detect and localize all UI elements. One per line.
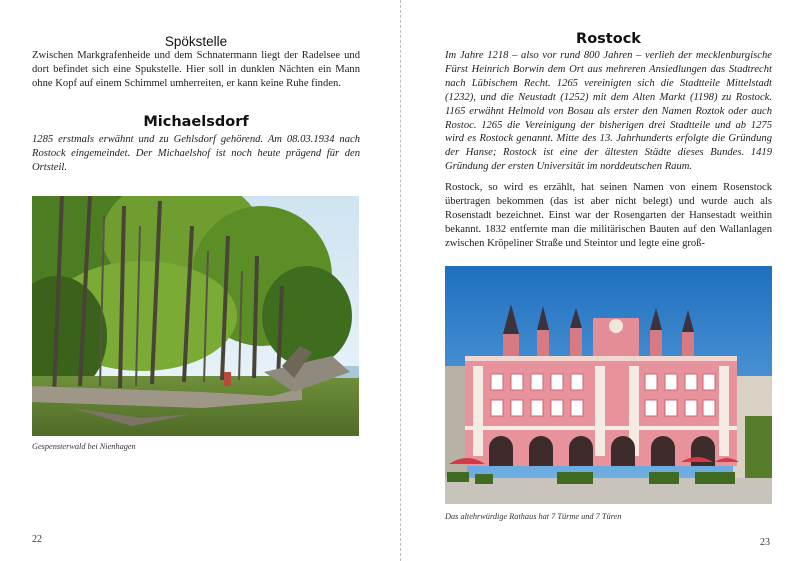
section-text-michaelsdorf: 1285 erstmals erwähnt und zu Gehlsdorf gehörend. Am 08.03.1934 nach Rostock eingemeindet. Der Michaelshof ist noch heute prägend für den Ortsteil.	[32, 134, 360, 173]
section-text-spoekstelle: Zwischen Markgrafenheide und dem Schnatermann liegt der Radelsee und dort befindet sich eine Spukstelle. Hier soll in dunklen Nächten ein Mann ohne Kopf auf einem Schimmel umherreiten, er kann keine Ruhe finden.	[32, 50, 360, 89]
page-number-right: 23	[760, 537, 770, 548]
rostock-name-text: Rostock, so wird es erzählt, hat seinen Namen von einem Rosenstock übertragen bekommen (das ist aber nicht belegt) und wurde auch als Rosenstadt bezeichnet. Einst war der Rosengarten der Hansestadt weithin bekannt. 1832 entfernte man die militärischen Bauten auf den Wallanlagen zwischen Kröpeliner Straße und Steintor und legte eine groß-	[445, 182, 772, 249]
section-title-rostock: Rostock	[576, 31, 641, 47]
page-number-left: 22	[32, 534, 42, 545]
section-title-michaelsdorf: Michaelsdorf	[143, 114, 249, 130]
forest-photo-caption: Gespensterwald bei Nienhagen	[32, 442, 136, 451]
town-hall-photo-caption: Das altehrwürdige Rathaus hat 7 Türme und 7 Türen	[445, 512, 622, 521]
rostock-history-text: Im Jahre 1218 – also vor rund 800 Jahren – verlieh der mecklenburgische Fürst Heinrich Borwin dem Ort aus mehreren Ansiedlungen das Stadtrecht nach Lübischem Recht. 1265 vereinigten sich die Stadtteile Mittelstadt (1232), und die Neustadt (1252) mit dem Alten Markt (1198) zu Rostock. 1165 erwähnt Helmold von Bosau als erster den Namen Roztok oder auch Rostoc. 1265 die Vereinigung der bisherigen drei Stadtteile und ab 1275 wird es Rostock genannt. Mitte des 13. Jahrhunderts erfolgte die Gründung der Hanse; Rostock ist eine der ältesten Städte dieses Bundes. 1419 Gründung der ersten Universität im norddeutschen Raum.	[445, 50, 772, 173]
right-page	[401, 0, 800, 561]
forest-photo	[32, 196, 359, 436]
town-hall-photo	[445, 266, 772, 504]
section-title-spoekstelle: Spökstelle	[164, 34, 228, 49]
